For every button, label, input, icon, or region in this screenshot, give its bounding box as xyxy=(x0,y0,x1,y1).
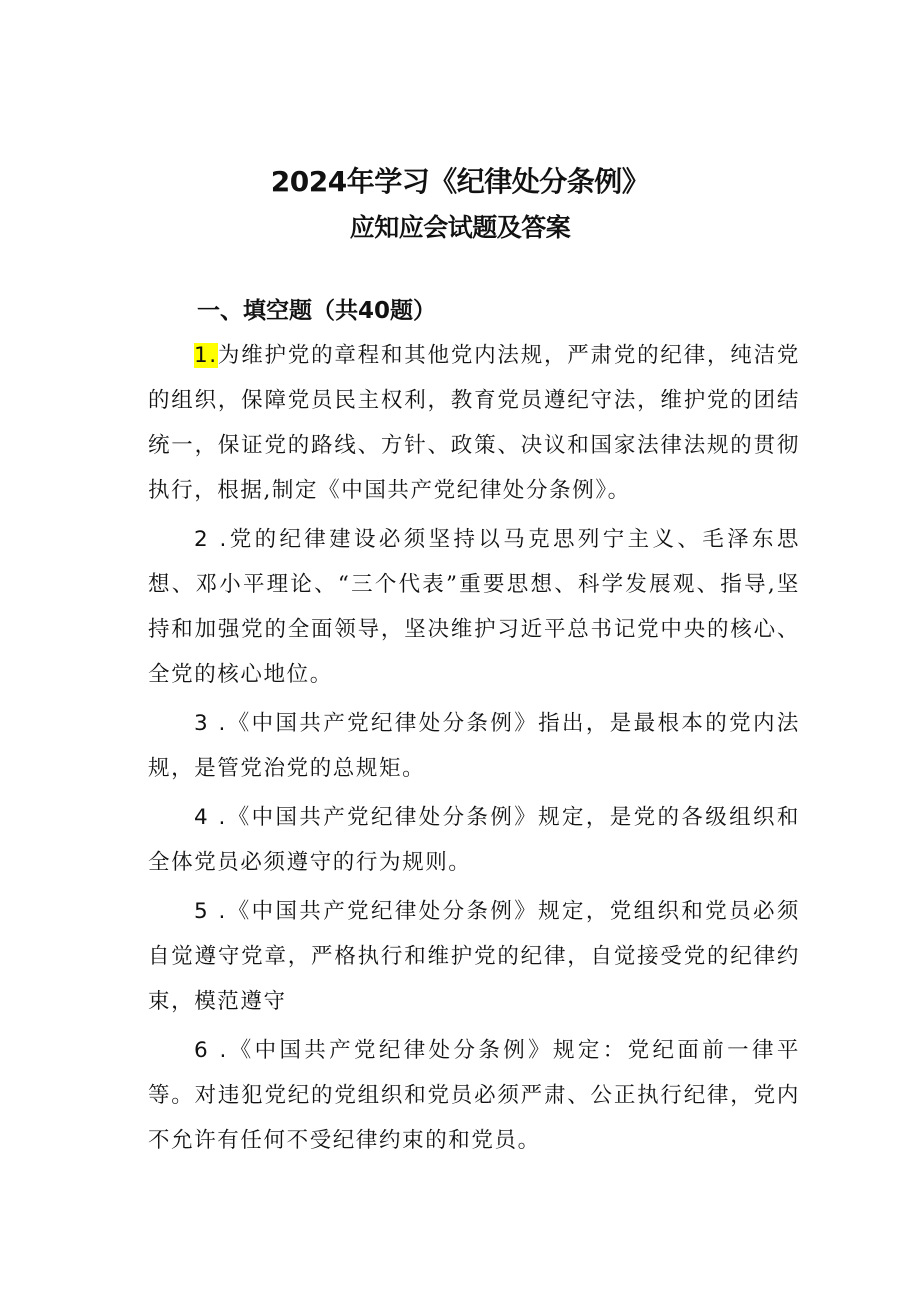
question-text: 《中国共产党纪律处分条例》规定，是党的各级组织和全体党员必须遵守的行为规则。 xyxy=(148,805,800,875)
question-number: 6 . xyxy=(194,1038,228,1063)
question-number: 3 . xyxy=(194,711,227,736)
question-list xyxy=(148,333,800,1167)
question-number: 5 . xyxy=(194,899,227,924)
question-item-6 xyxy=(148,1028,800,1163)
question-number: 2 . xyxy=(194,527,228,552)
question-text: 《中国共产党纪律处分条例》规定，党组织和党员必须自觉遵守党章，严格执行和维护党的纪律，自觉接受党的纪律约束，模范遵守 xyxy=(148,899,800,1014)
question-item-4 xyxy=(148,795,800,885)
question-text: 为维护党的章程和其他党内法规，严肃党的纪律，纯洁党的组织，保障党员民主权利，教育党员遵纪守法，维护党的团结统一，保证党的路线、方针、政策、决议和国家法律法规的贯彻执行，根据,制定《中国共产党纪律处分条例》。 xyxy=(148,343,800,503)
question-item-1 xyxy=(148,333,800,513)
question-item-5 xyxy=(148,889,800,1024)
question-text: 党的纪律建设必须坚持以马克思列宁主义、毛泽东思想、邓小平理论、“三个代表”重要思想、科学发展观、指导,坚持和加强党的全面领导，坚决维护习近平总书记党中央的核心、全党的核心地位。 xyxy=(148,527,800,687)
document-title-line1: 2024年学习《纪律处分条例》 xyxy=(270,165,650,198)
question-text: 《中国共产党纪律处分条例》指出，是最根本的党内法规，是管党治党的总规矩。 xyxy=(148,711,800,781)
document-title-line2: 应知应会试题及答案 xyxy=(349,213,571,242)
question-number: 4 . xyxy=(194,805,227,830)
question-item-3 xyxy=(148,701,800,791)
section-heading: 一、填空题（共40题） xyxy=(197,298,437,324)
question-text: 《中国共产党纪律处分条例》规定：党纪面前一律平等。对违犯党纪的党组织和党员必须严肃、公正执行纪律，党内不允许有任何不受纪律约束的和党员。 xyxy=(148,1038,800,1153)
question-item-2 xyxy=(148,517,800,697)
question-number-highlighted: 1. xyxy=(194,343,218,368)
